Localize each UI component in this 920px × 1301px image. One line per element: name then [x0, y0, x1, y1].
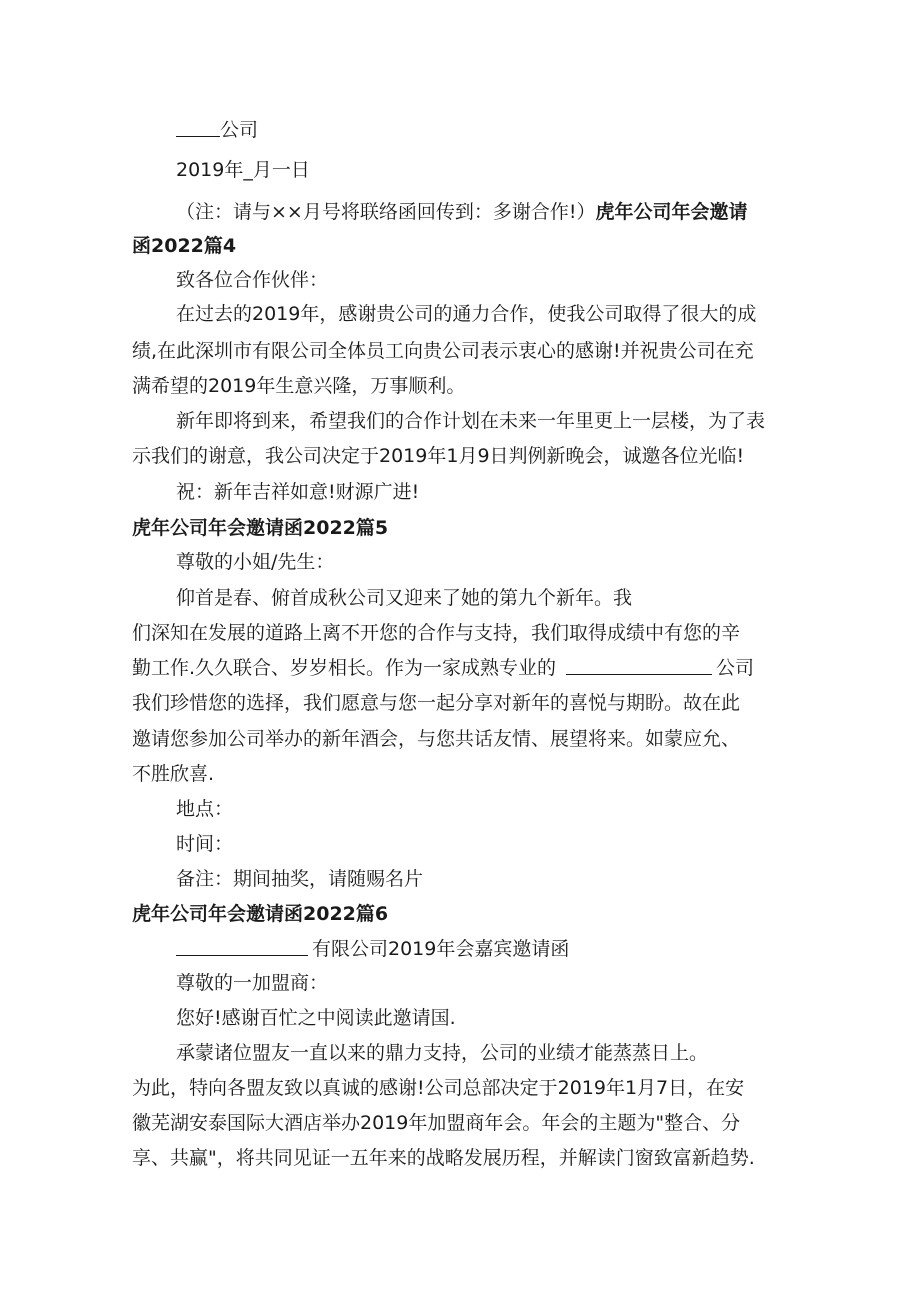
section-6-para-line: 承蒙诸位盟友一直以来的鼎力支持，公司的业绩才能蒸蒸日上。	[176, 1042, 709, 1064]
section-4-para1-line: 绩,在此深圳市有限公司全体员工向贵公司表示衷心的感谢!并祝贵公司在充	[132, 340, 754, 362]
section-5-para-line: 邀请您参加公司举办的新年酒会，与您共话友情、展望将来。如蒙应允、	[132, 728, 741, 750]
blank-underline	[566, 656, 712, 675]
company-line: 公司	[176, 118, 258, 142]
section-6-para-line: 为此，特向各盟友致以真诚的感谢!公司总部决定于2019年1月7日，在安	[132, 1077, 745, 1099]
section-5-para-line: 我们珍惜您的选择，我们愿意与您一起分享对新年的喜悦与期盼。故在此	[132, 692, 741, 714]
section-4-heading-cont: 函2022篇4	[132, 235, 237, 257]
section-5-para-line: 勤工作.久久联合、岁岁相长。作为一家成熟专业的 公司	[132, 657, 755, 679]
section-6-para-line: 徽芜湖安泰国际大酒店举办2019年加盟商年会。年会的主题为"整合、分	[132, 1112, 741, 1134]
section-5-remark: 备注：期间抽奖，请随赐名片	[176, 868, 424, 890]
section-4-para2-line: 新年即将到来，希望我们的合作计划在未来一年里更上一层楼，为了表	[176, 410, 766, 432]
section-5-greeting: 尊敬的小姐/先生：	[176, 551, 335, 573]
section-5-place: 地点：	[176, 798, 234, 820]
section-5-para-line: 们深知在发展的道路上离不开您的合作与支持，我们取得成绩中有您的辛	[132, 622, 741, 644]
section-6-para-line: 享、共赢"，将共同见证一五年来的战略发展历程，并解读门窗致富新趋势.	[132, 1147, 755, 1169]
section-6-hello: 您好!感谢百忙之中阅读此邀请国.	[176, 1007, 456, 1029]
blank-underline	[176, 937, 308, 956]
date-line: 2019年_月一日	[176, 159, 310, 181]
section-5-para-line: 不胜欣喜.	[132, 763, 215, 785]
section-6-greeting: 尊敬的一加盟商：	[176, 972, 329, 994]
section-5-time: 时间：	[176, 833, 234, 855]
section-4-greeting: 致各位合作伙伴：	[176, 269, 329, 291]
section-4-para1-line: 在过去的2019年，感谢贵公司的通力合作，使我公司取得了很大的成	[176, 303, 757, 325]
section-4-wish: 祝：新年吉祥如意!财源广进!	[176, 481, 420, 503]
section-4-para1-line: 满希望的2019年生意兴隆，万事顺利。	[132, 375, 466, 397]
note-line: （注：请与××月号将联络函回传到：多谢合作!）虎年公司年会邀请	[176, 201, 748, 223]
section-5-heading: 虎年公司年会邀请函2022篇5	[132, 517, 389, 539]
section-4-heading: 虎年公司年会邀请	[595, 201, 748, 223]
blank-underline	[176, 118, 220, 137]
section-6-title: 有限公司2019年会嘉宾邀请函	[176, 937, 569, 961]
section-6-heading: 虎年公司年会邀请函2022篇6	[132, 903, 389, 925]
section-5-para-line: 仰首是春、俯首成秋公司又迎来了她的第九个新年。我	[176, 587, 633, 609]
section-4-para2-line: 示我们的谢意，我公司决定于2019年1月9日判例新晚会，诚邀各位光临!	[132, 445, 745, 467]
